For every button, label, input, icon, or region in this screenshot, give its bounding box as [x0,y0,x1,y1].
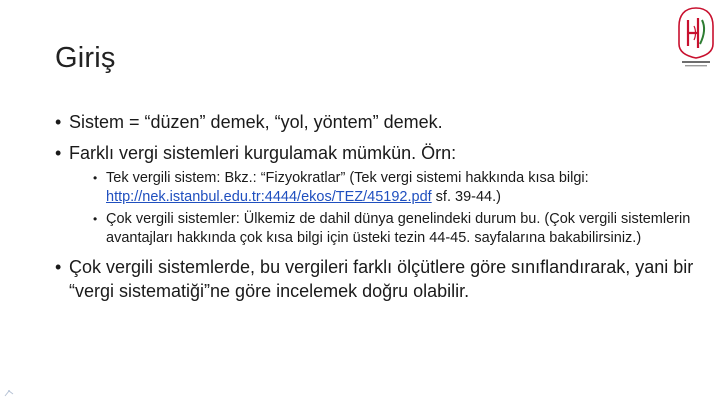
sub-bullet-item [93,210,695,248]
bullet-text: Sistem = “düzen” demek, “yol, yöntem” demek. [69,112,443,132]
sub-bullet-text: sf. 39-44.) [431,189,501,205]
slide-title: Giriş [55,42,116,74]
slide-nav-icon[interactable] [4,388,16,398]
bullet-text: Farklı vergi sistemleri kurgulamak mümkün. Örn: [69,143,457,163]
bullet-item [55,110,695,134]
sub-bullet-text: Tek vergili sistem: Bkz.: “Fizyokratlar” (Tek vergi sistemi hakkında kısa bilgi: [106,170,589,186]
slide-content [55,110,695,310]
sub-bullet-item [93,169,695,207]
sub-bullet-list [69,169,695,248]
bullet-text: Çok vergili sistemlerde, bu vergileri farklı ölçütlere göre sınıflandırarak, yani bir “vergi sistematiği”ne göre incelemek doğru olabilir. [69,257,694,301]
bullet-list [55,110,695,303]
university-logo-icon [674,6,718,70]
bullet-item [55,255,695,303]
thesis-link[interactable]: http://nek.istanbul.edu.tr:4444/ekos/TEZ/45192.pdf [106,189,432,205]
bullet-item [55,141,695,248]
sub-bullet-text: Çok vergili sistemler: Ülkemiz de dahil dünya genelindeki durum bu. (Çok vergili sistemlerin avantajları hakkında çok kısa bilgi için üsteki tezin 44-45. sayfalarına bakabilirsiniz.) [106,211,691,246]
